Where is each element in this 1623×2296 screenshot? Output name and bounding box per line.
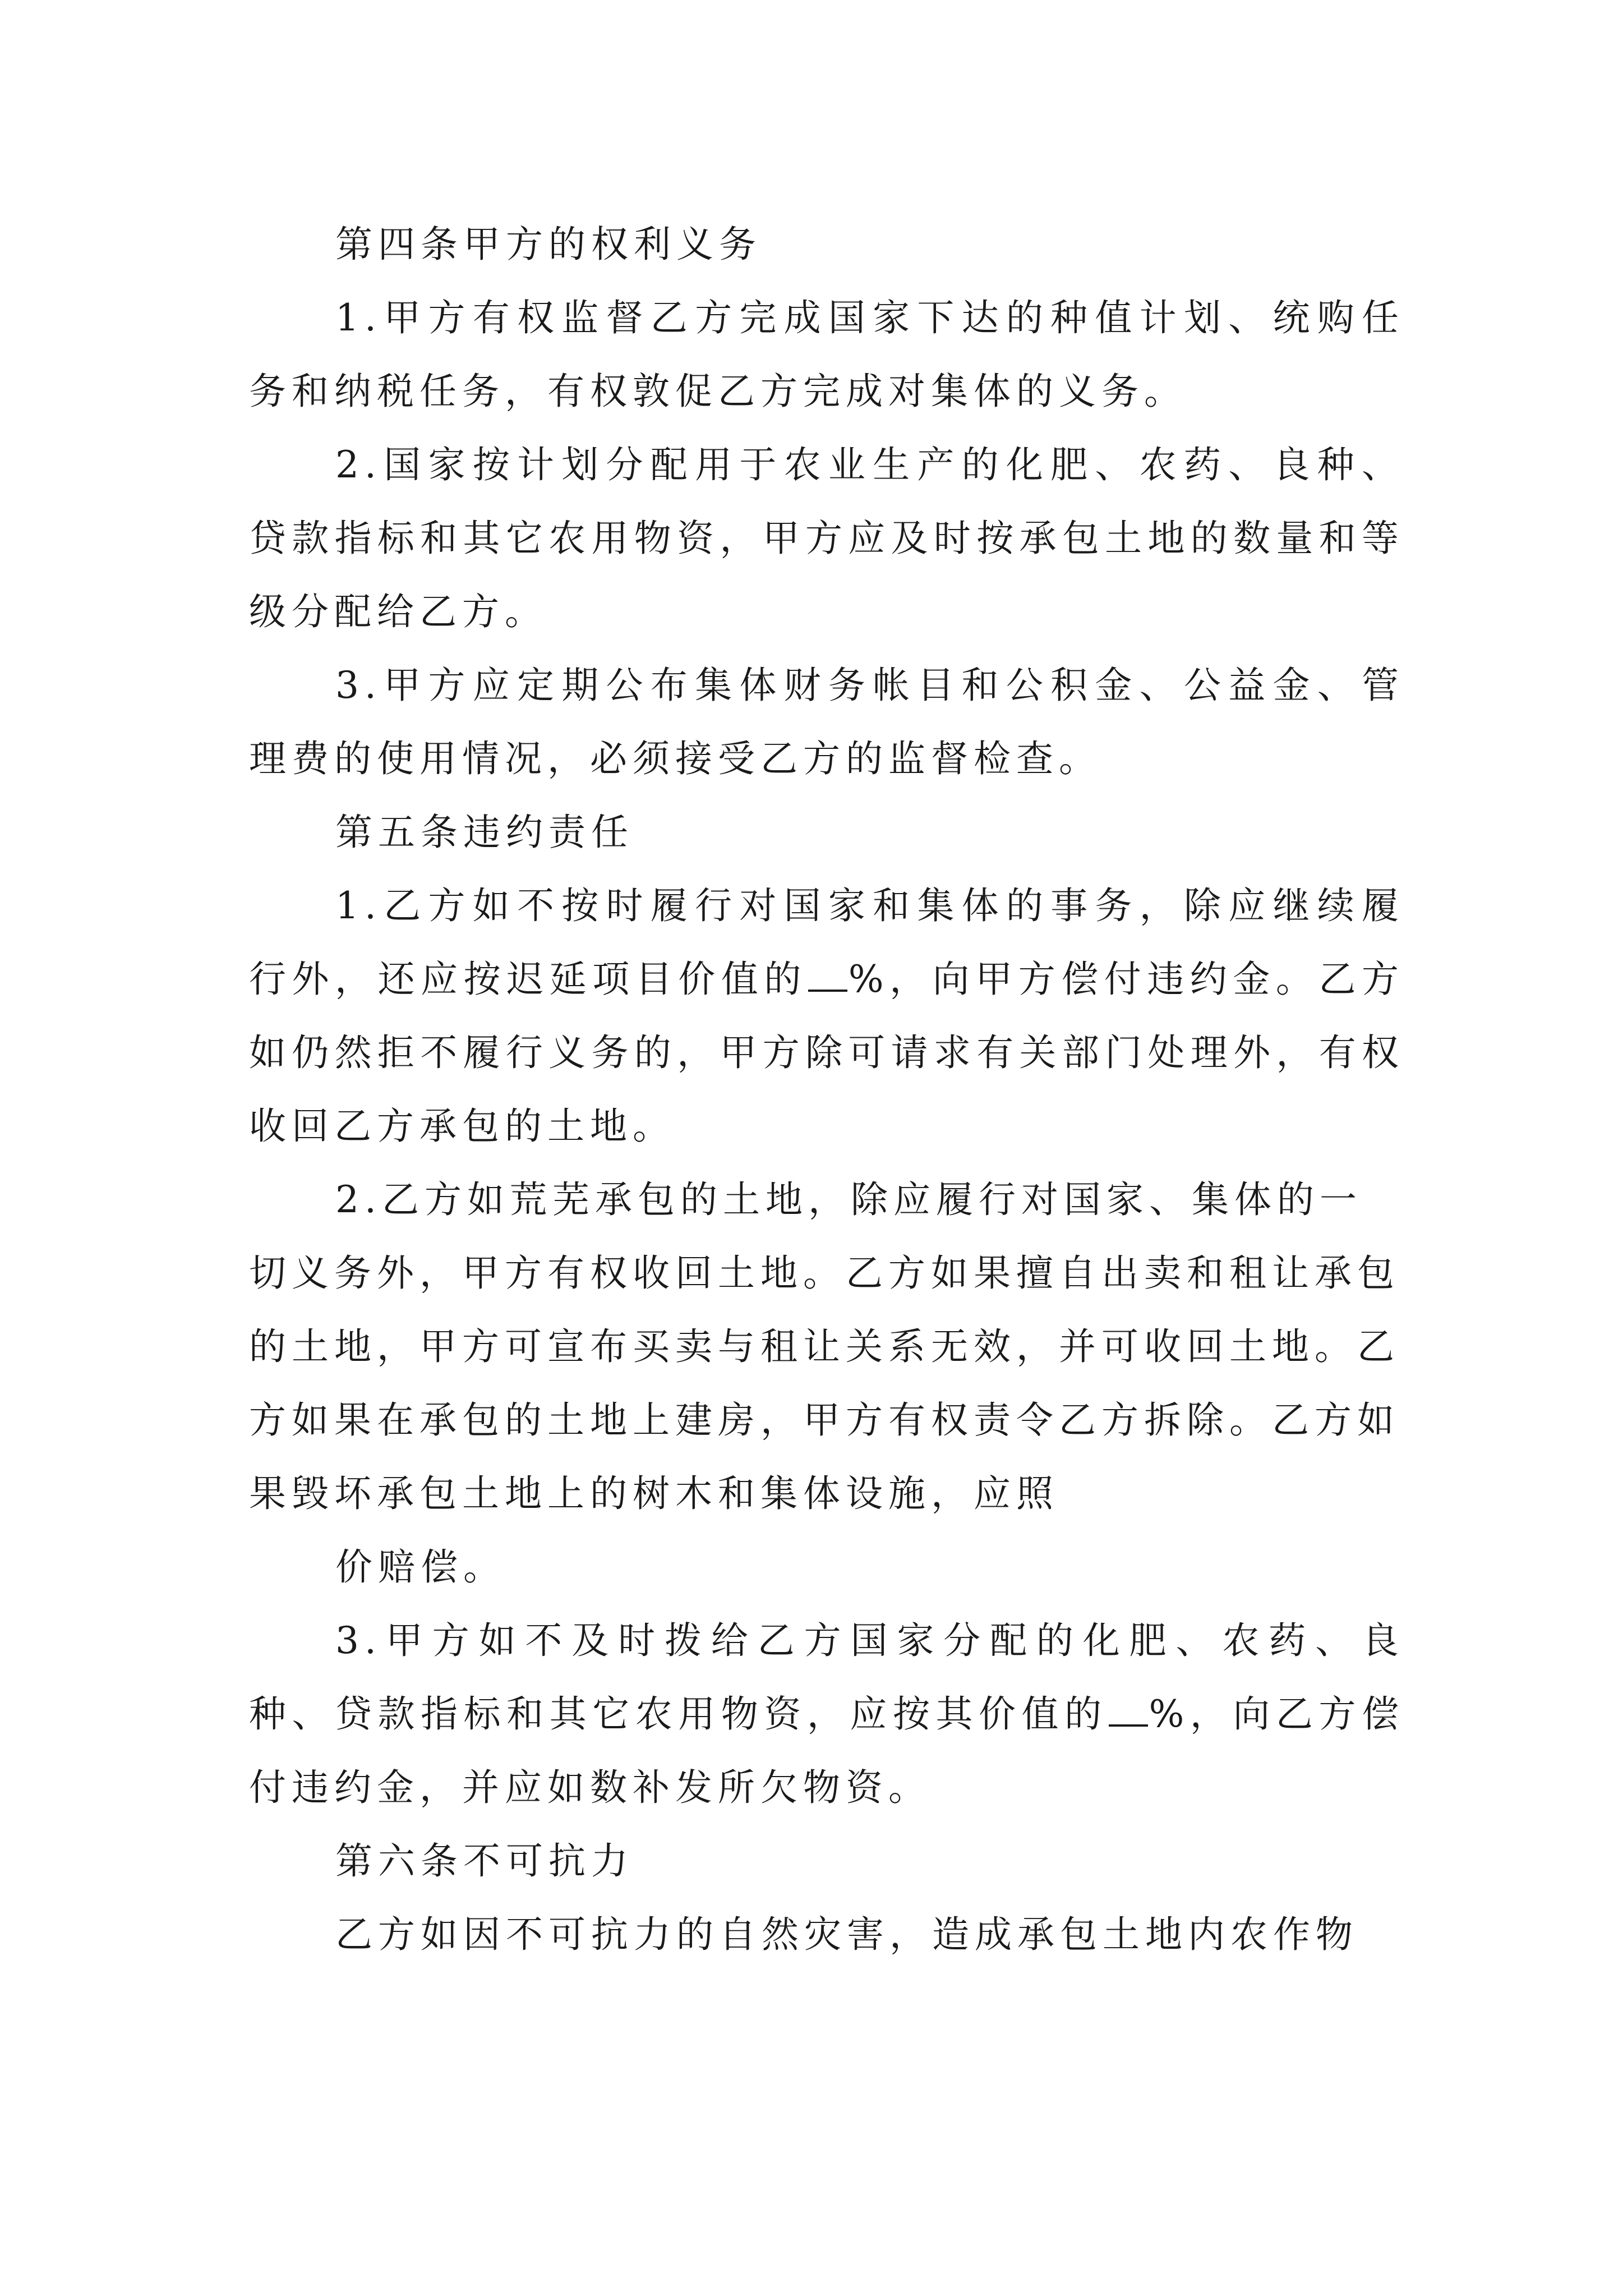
- article-6-clause-1: 乙方如因不可抗力的自然灾害，造成承包土地内农作物: [335, 1913, 1358, 1956]
- article-5-clause-1-text-b: %，向甲方偿付违约金。乙方如仍然拒不履行义务的，甲方除可请求有关部门处理外，有权收回乙方承包的土地。: [249, 958, 1404, 1148]
- article-5-clause-1: [249, 869, 1404, 1163]
- article-4-heading: 第四条甲方的权利义务: [335, 223, 762, 266]
- article-5-clause-3-text-a: 3.甲方如不及时拨给乙方国家分配的化肥、农药、良种、贷款指标和其它农用物资，应按其价值的: [249, 1619, 1404, 1736]
- document-page: [249, 208, 1404, 1971]
- article-5-clause-3: [249, 1604, 1404, 1824]
- percent-blank: [1109, 1691, 1148, 1727]
- article-5-clause-2: 2.乙方如荒芜承包的土地，除应履行对国家、集体的一切义务外，甲方有权收回土地。乙方如果擅自出卖和租让承包的土地，甲方可宣布买卖与租让关系无效，并可收回土地。乙方如果在承包的土地上建房，甲方有权责令乙方拆除。乙方如果毁坏承包土地上的树木和集体设施，应照: [249, 1178, 1400, 1515]
- article-5-clause-2-continued: 价赔偿。: [335, 1545, 506, 1589]
- percent-blank: [808, 956, 847, 992]
- article-5-clause-1-text-a: 1.乙方如不按时履行对国家和集体的事务，除应继续履行外，还应按迟延项目价值的: [249, 884, 1404, 1001]
- article-4-clause-1: 1.甲方有权监督乙方完成国家下达的种值计划、统购任务和纳税任务，有权敦促乙方完成对集体的义务。: [249, 296, 1404, 413]
- article-4-clause-3: 3.甲方应定期公布集体财务帐目和公积金、公益金、管理费的使用情况，必须接受乙方的监督检查。: [249, 664, 1404, 780]
- article-4-clause-2: 2.国家按计划分配用于农业生产的化肥、农药、良种、贷款指标和其它农用物资，甲方应及时按承包土地的数量和等级分配给乙方。: [249, 443, 1404, 633]
- article-5-heading: 第五条违约责任: [335, 811, 634, 854]
- article-6-heading: 第六条不可抗力: [335, 1839, 634, 1883]
- article-5-clause-3-text-b: %，向乙方偿付违约金，并应如数补发所欠物资。: [249, 1692, 1404, 1809]
